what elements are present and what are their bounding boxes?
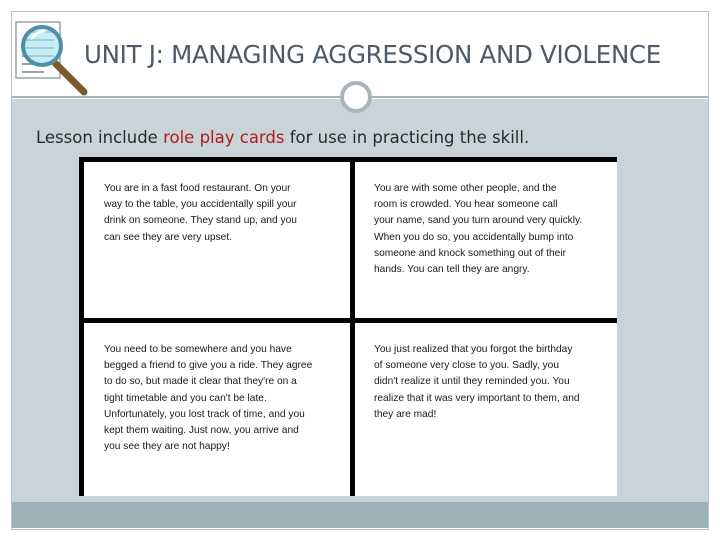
card-line: kept them waiting. Just now, you arrive and — [104, 425, 299, 437]
subtitle-text-after: for use in practicing the skill. — [284, 128, 530, 147]
card-line: Unfortunately, you lost track of time, and you — [104, 408, 305, 420]
card-line: You just realized that you forgot the birthday — [374, 344, 573, 355]
slide-subtitle — [36, 128, 529, 147]
card-line: way to the table, you accidentally spill your — [104, 199, 297, 211]
card-line: to do so, but made it clear that they're on a — [104, 376, 297, 388]
subtitle-text-before: Lesson include — [36, 128, 164, 147]
role-play-card — [355, 162, 617, 318]
card-line: You are with some other people, and the — [374, 183, 557, 194]
card-line: your name, sand you turn around very quickly. — [374, 215, 583, 227]
card-line: you see they are not happy! — [104, 441, 230, 453]
subtitle-highlight: role play cards — [163, 128, 285, 147]
card-line: of someone very close to you. Sadly, you — [374, 360, 559, 372]
role-play-card — [84, 162, 350, 318]
card-line: realize that it was very important to them, and — [374, 392, 580, 404]
card-line: tight timetable and you can't be late. — [104, 392, 267, 404]
footer-bar — [12, 502, 708, 528]
card-line: someone and knock something out of their — [374, 247, 566, 259]
page-title: UNIT J: MANAGING AGGRESSION AND VIOLENCE — [84, 40, 661, 69]
card-line: they are mad! — [374, 408, 437, 420]
card-line: didn't realize it until they reminded you. You — [374, 376, 570, 388]
card-line: can see they are very upset. — [104, 231, 232, 243]
card-line: You need to be somewhere and you have — [104, 344, 292, 355]
role-play-card — [355, 323, 617, 496]
card-line: When you do so, you accidentally bump into — [374, 231, 574, 243]
card-line: hands. You can tell they are angry. — [374, 264, 530, 276]
role-play-card — [84, 323, 350, 496]
card-line: room is crowded. You hear someone call — [374, 199, 558, 211]
magnifier-document-icon — [14, 18, 92, 98]
card-line: drink on someone. They stand up, and you — [104, 215, 297, 227]
role-play-cards-grid — [79, 157, 617, 496]
card-line: You are in a fast food restaurant. On your — [104, 183, 291, 194]
card-line: begged a friend to give you a ride. They agree — [104, 360, 313, 372]
divider-circle-ornament — [340, 81, 372, 113]
